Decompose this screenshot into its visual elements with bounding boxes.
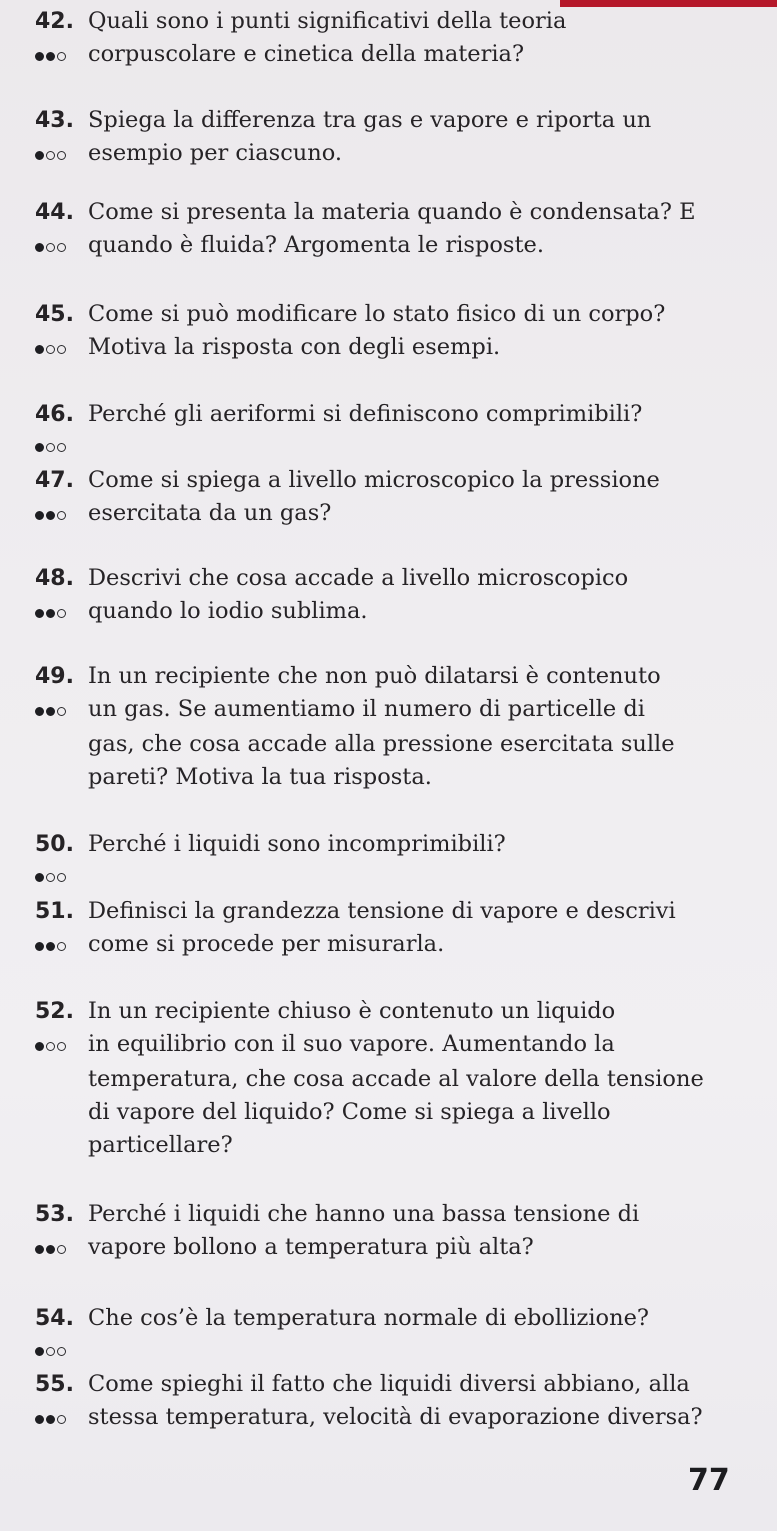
question-first-line [35, 828, 760, 861]
question-text-line: Perché gli aeriformi si definiscono comprimibili? [88, 401, 643, 427]
filled-dot-icon [46, 1415, 55, 1424]
question-first-line [35, 660, 760, 693]
difficulty-rating-icon [35, 40, 88, 73]
difficulty-rating-icon [35, 1335, 88, 1368]
question-text-line: pareti? Motiva la tua risposta. [88, 764, 432, 790]
empty-dot-icon [57, 609, 66, 618]
empty-dot-icon [57, 1347, 66, 1356]
filled-dot-icon [35, 1347, 44, 1356]
filled-dot-icon [35, 345, 44, 354]
question-text-line: Descrivi che cosa accade a livello microscopico [88, 565, 629, 591]
difficulty-rating-icon [35, 499, 88, 532]
difficulty-rating-icon [35, 139, 88, 172]
question-second-line [35, 431, 760, 464]
question-number: 47. [35, 468, 74, 493]
empty-dot-icon [46, 345, 55, 354]
difficulty-rating-icon [35, 431, 88, 464]
question-number: 53. [35, 1202, 74, 1227]
filled-dot-icon [35, 942, 44, 951]
filled-dot-icon [35, 511, 44, 520]
empty-dot-icon [57, 1245, 66, 1254]
question-text-line: gas, che cosa accade alla pressione esercitata sulle [88, 731, 675, 757]
question-number: 50. [35, 832, 74, 857]
empty-dot-icon [57, 151, 66, 160]
empty-dot-icon [46, 1042, 55, 1051]
question-item [35, 398, 760, 464]
filled-dot-icon [46, 707, 55, 716]
question-number: 46. [35, 402, 74, 427]
question-number: 48. [35, 566, 74, 591]
empty-dot-icon [57, 243, 66, 252]
question-item [35, 660, 760, 794]
difficulty-rating-icon [35, 1030, 88, 1063]
empty-dot-icon [46, 1347, 55, 1356]
question-text-line: Che cos’è la temperatura normale di ebollizione? [88, 1305, 649, 1331]
filled-dot-icon [35, 243, 44, 252]
filled-dot-icon [35, 52, 44, 61]
question-first-line [35, 895, 760, 928]
difficulty-rating-icon [35, 695, 88, 728]
question-item [35, 1302, 760, 1368]
question-text-line: Come si presenta la materia quando è condensata? E [88, 199, 696, 225]
question-text-line: come si procede per misurarla. [88, 931, 445, 957]
filled-dot-icon [35, 873, 44, 882]
question-text-line: Definisci la grandezza tensione di vapore e descrivi [88, 898, 676, 924]
empty-dot-icon [46, 151, 55, 160]
question-text-line: particellare? [88, 1132, 233, 1158]
question-second-line [35, 38, 760, 73]
question-first-line [35, 1198, 760, 1231]
question-item [35, 104, 760, 172]
empty-dot-icon [57, 707, 66, 716]
question-second-line [35, 693, 760, 728]
filled-dot-icon [46, 942, 55, 951]
question-first-line [35, 398, 760, 431]
question-text-line: stessa temperatura, velocità di evaporazione diversa? [88, 1404, 703, 1430]
question-first-line [35, 562, 760, 595]
question-second-line [35, 1028, 760, 1063]
question-text-line: di vapore del liquido? Come si spiega a livello [88, 1099, 611, 1125]
question-item [35, 5, 760, 73]
question-number: 51. [35, 899, 74, 924]
question-first-line [35, 104, 760, 137]
question-item [35, 1198, 760, 1266]
question-text-line: Perché i liquidi che hanno una bassa tensione di [88, 1201, 640, 1227]
filled-dot-icon [35, 1042, 44, 1051]
difficulty-rating-icon [35, 333, 88, 366]
question-text-line: temperatura, che cosa accade al valore della tensione [88, 1066, 704, 1092]
question-number: 52. [35, 999, 74, 1024]
question-second-line [35, 595, 760, 630]
empty-dot-icon [46, 443, 55, 452]
question-number: 45. [35, 302, 74, 327]
question-first-line [35, 1368, 760, 1401]
filled-dot-icon [35, 1245, 44, 1254]
question-text-line: un gas. Se aumentiamo il numero di particelle di [88, 696, 645, 722]
filled-dot-icon [35, 1415, 44, 1424]
question-number: 49. [35, 664, 74, 689]
question-second-line [35, 1335, 760, 1368]
question-item [35, 1368, 760, 1436]
question-item [35, 298, 760, 366]
filled-dot-icon [46, 1245, 55, 1254]
filled-dot-icon [35, 443, 44, 452]
empty-dot-icon [57, 942, 66, 951]
question-item [35, 995, 760, 1162]
question-second-line [35, 928, 760, 963]
filled-dot-icon [35, 609, 44, 618]
empty-dot-icon [57, 443, 66, 452]
difficulty-rating-icon [35, 1403, 88, 1436]
question-first-line [35, 995, 760, 1028]
question-text-line: esempio per ciascuno. [88, 140, 343, 166]
question-text-line: quando lo iodio sublima. [88, 598, 368, 624]
question-text-line: quando è fluida? Argomenta le risposte. [88, 232, 544, 258]
question-item [35, 196, 760, 264]
question-second-line [35, 331, 760, 366]
question-first-line [35, 1302, 760, 1335]
empty-dot-icon [57, 345, 66, 354]
question-first-line [35, 196, 760, 229]
question-item [35, 562, 760, 630]
empty-dot-icon [57, 1415, 66, 1424]
question-text-line: vapore bollono a temperatura più alta? [88, 1234, 534, 1260]
question-first-line [35, 298, 760, 331]
difficulty-rating-icon [35, 231, 88, 264]
empty-dot-icon [57, 52, 66, 61]
question-second-line [35, 1231, 760, 1266]
empty-dot-icon [46, 873, 55, 882]
question-number: 55. [35, 1372, 74, 1397]
question-text-line: corpuscolare e cinetica della materia? [88, 41, 525, 67]
difficulty-rating-icon [35, 597, 88, 630]
question-first-line [35, 464, 760, 497]
filled-dot-icon [46, 511, 55, 520]
question-number: 43. [35, 108, 74, 133]
page-number: 77 [688, 1463, 730, 1498]
question-text-line: Quali sono i punti significativi della teoria [88, 8, 567, 34]
question-second-line [35, 497, 760, 532]
question-text-line: Spiega la differenza tra gas e vapore e riporta un [88, 107, 652, 133]
filled-dot-icon [46, 609, 55, 618]
filled-dot-icon [46, 52, 55, 61]
difficulty-rating-icon [35, 861, 88, 894]
empty-dot-icon [46, 243, 55, 252]
difficulty-rating-icon [35, 1233, 88, 1266]
question-first-line [35, 5, 760, 38]
question-text-line: in equilibrio con il suo vapore. Aumentando la [88, 1031, 615, 1057]
question-text-line: In un recipiente che non può dilatarsi è contenuto [88, 663, 661, 689]
question-second-line [35, 1401, 760, 1436]
empty-dot-icon [57, 511, 66, 520]
question-text-line: In un recipiente chiuso è contenuto un liquido [88, 998, 616, 1024]
question-number: 42. [35, 9, 74, 34]
question-text-line: Motiva la risposta con degli esempi. [88, 334, 501, 360]
empty-dot-icon [57, 873, 66, 882]
question-number: 44. [35, 200, 74, 225]
question-item [35, 464, 760, 532]
question-text-line: esercitata da un gas? [88, 500, 332, 526]
question-text-line: Come si spiega a livello microscopico la pressione [88, 467, 660, 493]
question-second-line [35, 229, 760, 264]
difficulty-rating-icon [35, 930, 88, 963]
question-item [35, 895, 760, 963]
question-item [35, 828, 760, 894]
question-text-line: Come spieghi il fatto che liquidi diversi abbiano, alla [88, 1371, 690, 1397]
empty-dot-icon [57, 1042, 66, 1051]
question-number: 54. [35, 1306, 74, 1331]
filled-dot-icon [35, 151, 44, 160]
question-text-line: Perché i liquidi sono incomprimibili? [88, 831, 506, 857]
question-text-line: Come si può modificare lo stato fisico di un corpo? [88, 301, 666, 327]
filled-dot-icon [35, 707, 44, 716]
question-second-line [35, 137, 760, 172]
question-second-line [35, 861, 760, 894]
